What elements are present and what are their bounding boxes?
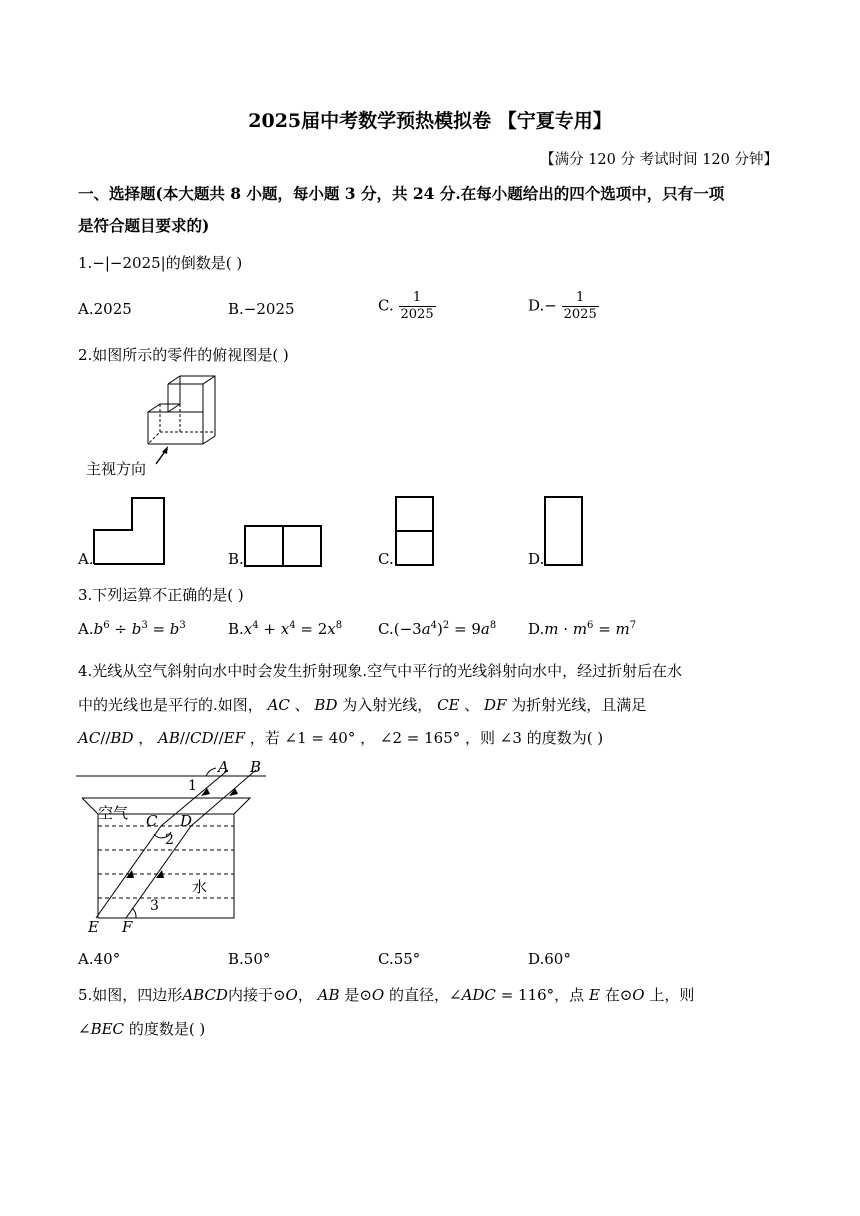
q2-option-c[interactable]: C. — [378, 550, 394, 568]
section-heading-line2: 是符合题目要求的) — [78, 216, 210, 235]
q3-option-a[interactable]: $A.b^6 \div b^3 = b^3$ — [78, 620, 186, 638]
fig-label-3: 3 — [150, 898, 159, 914]
q5-line1-e: 的直径， — [388, 986, 449, 1004]
fig-label-e: E — [88, 918, 99, 936]
q5-line1-b: 内接于 — [227, 986, 273, 1004]
fig-label-b: B — [250, 758, 262, 776]
q4-line2-c: 为折射光线，且满足 — [511, 696, 647, 714]
q2-option-c-shape — [395, 496, 435, 567]
q1-d-numerator: 1 — [562, 290, 599, 307]
q4-line2-a: 中的光线也是平行的.如图， — [78, 696, 263, 714]
q4-c-value: 55° — [393, 950, 421, 968]
fig-label-d: D — [180, 812, 193, 830]
q3-option-d[interactable]: $D.m \cdot m^6 = m^7$ — [528, 620, 637, 638]
q4-option-b[interactable] — [228, 950, 270, 968]
q3-b-label: B. — [228, 620, 244, 638]
q4-refraction-figure — [76, 758, 272, 938]
q1-d-sign: − — [544, 296, 557, 315]
q1-d-fraction — [562, 290, 599, 323]
q2-option-a-shape — [92, 496, 166, 566]
q1-a-value: 2025 — [93, 300, 132, 318]
q4-d-label: D. — [528, 950, 545, 968]
question-4-line2: 中的光线也是平行的.如图， AC 、 BD 为入射光线， CE 、 DF 为折射光线，且满足 — [78, 696, 647, 714]
q2-option-d[interactable]: D. — [528, 550, 545, 568]
question-5-line1: 5.如图，四边形ABCD内接于⊙O， AB 是⊙O 的直径，∠ADC = 116°，点 E 在⊙O 上，则 — [78, 986, 695, 1004]
q4-c-label: C. — [378, 950, 394, 968]
fig-label-c: C — [146, 812, 158, 830]
q4-b-value: 50° — [243, 950, 271, 968]
q2-option-b-shape — [244, 525, 322, 567]
question-3: 3.下列运算不正确的是( ) — [78, 586, 244, 604]
question-5-line2: ∠BEC 的度数是( ) — [78, 1020, 206, 1038]
q1-c-fraction — [399, 290, 436, 323]
q5-line1-g: 在 — [604, 986, 620, 1004]
fig-label-2: 2 — [165, 832, 174, 848]
q4-b-label: B. — [228, 950, 244, 968]
q4-a-value: 40° — [93, 950, 121, 968]
q1-d-label: D. — [528, 296, 545, 315]
q4-option-a[interactable] — [78, 950, 120, 968]
q2-view-label: 主视方向 — [86, 460, 147, 478]
q3-d-label: D. — [528, 620, 545, 638]
q1-option-c[interactable] — [378, 290, 436, 323]
q4-line3-c: 的度数为( ) — [526, 729, 604, 747]
fig-label-air: 空气 — [98, 804, 129, 822]
fig-label-f: F — [122, 918, 133, 936]
q4-d-value: 60° — [544, 950, 571, 968]
q1-suffix: 的倒数是( ) — [165, 254, 243, 272]
q1-b-value: −2025 — [243, 300, 295, 318]
question-2: 2.如图所示的零件的俯视图是( ) — [78, 346, 289, 364]
q3-c-label: C. — [378, 620, 394, 638]
q1-option-a[interactable] — [78, 300, 132, 318]
question-1 — [78, 252, 242, 273]
q3-option-b[interactable]: $B.x^4 + x^4 = 2x^8$ — [228, 620, 343, 638]
q2-option-b[interactable]: B. — [228, 550, 244, 568]
q5-line1-f: ，点 — [554, 986, 585, 1004]
q3-a-label: A. — [78, 620, 94, 638]
q4-option-d[interactable] — [528, 950, 571, 968]
q1-expression: −|−2025| — [92, 254, 166, 272]
q2-option-d-shape — [544, 496, 584, 567]
q5-line1-c: ， — [297, 986, 313, 1004]
q4-option-c[interactable] — [378, 950, 420, 968]
q3-option-c[interactable]: $C.(-3a^4)^2 = 9a^8$ — [378, 620, 497, 638]
question-4-line1: 4.光线从空气斜射向水中时会发生折射现象.空气中平行的光线斜射向水中，经过折射后在水 — [78, 662, 683, 680]
q4-line3-b: ，则 — [465, 729, 496, 747]
q1-c-denominator: 2025 — [400, 307, 434, 322]
score-info: 【满分 120 分 考试时间 120 分钟】 — [540, 152, 778, 168]
fig-label-1: 1 — [188, 778, 197, 794]
q4-line2-b: 为入射光线， — [342, 696, 433, 714]
q4-line3-a: ，若 — [249, 729, 280, 747]
q1-prefix: 1. — [78, 254, 93, 272]
q1-d-denominator: 2025 — [563, 307, 597, 322]
q4-a-label: A. — [78, 950, 94, 968]
q1-c-numerator: 1 — [399, 290, 436, 307]
q1-option-d[interactable] — [528, 290, 599, 323]
q1-b-label: B. — [228, 300, 244, 318]
q5-line1-a: 5.如图，四边形 — [78, 986, 183, 1004]
q1-a-label: A. — [78, 300, 94, 318]
q2-option-a[interactable]: A. — [78, 550, 94, 568]
question-4-line3: AC//BD ， AB//CD//EF ，若 ∠1 = 40° ， ∠2 = 165° ，则 ∠3 的度数为( ) — [78, 729, 604, 747]
q1-c-label: C. — [378, 296, 394, 315]
q5-line2-b: 的度数是( ) — [128, 1020, 206, 1038]
fig-label-water: 水 — [192, 878, 208, 896]
q5-line1-d: 是 — [344, 986, 360, 1004]
section-heading-line1: 一、选择题(本大题共 8 小题，每小题 3 分，共 24 分.在每小题给出的四个选项中，只有一项 — [78, 184, 725, 203]
q1-option-b[interactable] — [228, 300, 295, 318]
q5-line1-h: 上，则 — [649, 986, 695, 1004]
fig-label-a: A — [218, 758, 229, 776]
page-title: 2025届中考数学预热模拟卷 【宁夏专用】 — [248, 110, 612, 132]
